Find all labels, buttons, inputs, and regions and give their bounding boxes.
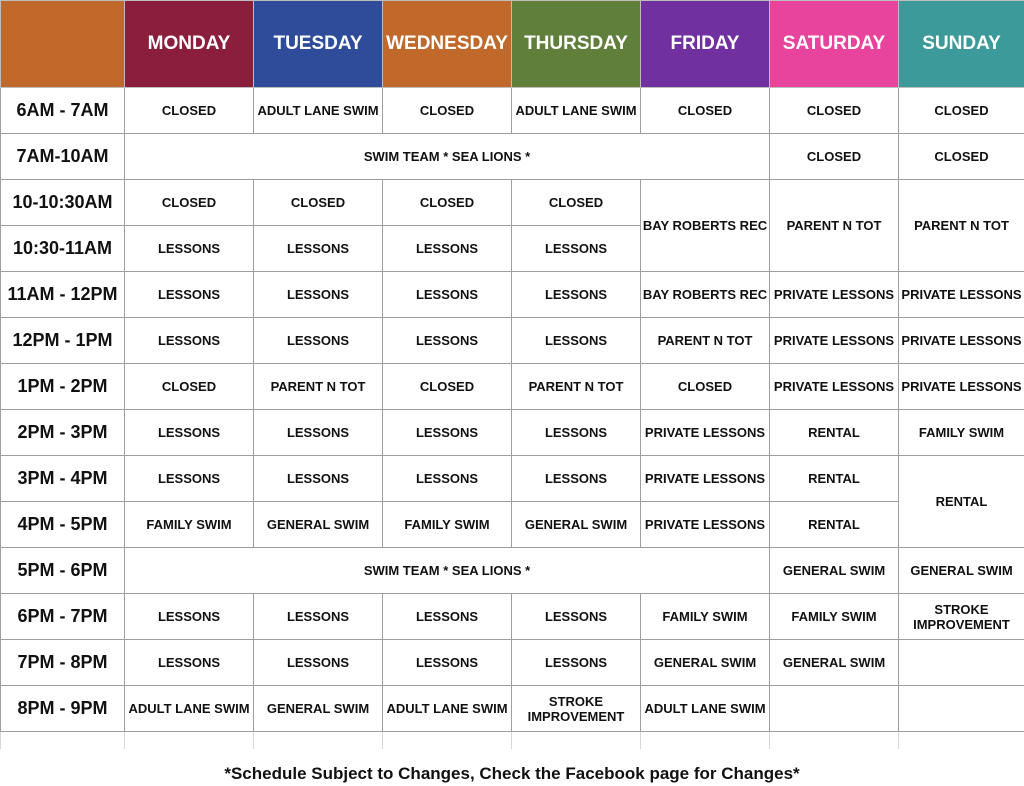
schedule-cell: PRIVATE LESSONS bbox=[770, 272, 899, 318]
schedule-cell: CLOSED bbox=[383, 88, 512, 134]
table-row bbox=[1, 456, 1024, 502]
schedule-cell: GENERAL SWIM bbox=[512, 502, 641, 548]
schedule-cell: GENERAL SWIM bbox=[254, 502, 383, 548]
table-row bbox=[1, 272, 1024, 318]
day-header-thursday: THURSDAY bbox=[512, 1, 641, 88]
schedule-cell: PARENT N TOT bbox=[899, 180, 1024, 272]
schedule-cell bbox=[512, 686, 641, 732]
schedule-cell: PARENT N TOT bbox=[641, 318, 770, 364]
schedule-cell: PRIVATE LESSONS bbox=[770, 364, 899, 410]
schedule-cell: LESSONS bbox=[383, 226, 512, 272]
schedule-cell: LESSONS bbox=[254, 594, 383, 640]
spacer-cell bbox=[383, 732, 512, 750]
spacer-row bbox=[1, 732, 1024, 750]
schedule-cell: LESSONS bbox=[512, 456, 641, 502]
schedule-cell: LESSONS bbox=[254, 318, 383, 364]
cell-line: STROKE bbox=[934, 601, 989, 617]
schedule-cell: PARENT N TOT bbox=[512, 364, 641, 410]
table-row bbox=[1, 640, 1024, 686]
schedule-cell: LESSONS bbox=[383, 456, 512, 502]
swim-team-cell: SWIM TEAM * SEA LIONS * bbox=[125, 548, 770, 594]
time-label: 3PM - 4PM bbox=[1, 456, 125, 502]
schedule-cell: CLOSED bbox=[383, 364, 512, 410]
schedule-cell: ADULT LANE SWIM bbox=[512, 88, 641, 134]
spacer-cell bbox=[770, 732, 899, 750]
schedule-cell: GENERAL SWIM bbox=[641, 640, 770, 686]
schedule-cell: LESSONS bbox=[125, 410, 254, 456]
spacer-cell bbox=[1, 732, 125, 750]
schedule-cell: PRIVATE LESSONS bbox=[899, 364, 1024, 410]
schedule-cell: LESSONS bbox=[254, 226, 383, 272]
time-label: 4PM - 5PM bbox=[1, 502, 125, 548]
schedule-cell: LESSONS bbox=[383, 594, 512, 640]
time-label: 12PM - 1PM bbox=[1, 318, 125, 364]
schedule-cell: PRIVATE LESSONS bbox=[770, 318, 899, 364]
table-row bbox=[1, 364, 1024, 410]
schedule-cell: CLOSED bbox=[125, 180, 254, 226]
schedule-cell: GENERAL SWIM bbox=[899, 548, 1024, 594]
schedule-cell: PRIVATE LESSONS bbox=[641, 456, 770, 502]
schedule-cell: LESSONS bbox=[125, 272, 254, 318]
schedule-cell: FAMILY SWIM bbox=[383, 502, 512, 548]
schedule-cell: FAMILY SWIM bbox=[770, 594, 899, 640]
corner-cell bbox=[1, 1, 125, 88]
schedule-cell: LESSONS bbox=[125, 318, 254, 364]
schedule-cell: FAMILY SWIM bbox=[899, 410, 1024, 456]
schedule-cell bbox=[770, 686, 899, 732]
schedule-cell: CLOSED bbox=[770, 88, 899, 134]
table-row bbox=[1, 180, 1024, 226]
table-row bbox=[1, 502, 1024, 548]
table-row bbox=[1, 318, 1024, 364]
schedule-cell: BAY ROBERTS REC bbox=[641, 180, 770, 272]
time-label: 7AM-10AM bbox=[1, 134, 125, 180]
spacer-cell bbox=[899, 732, 1024, 750]
schedule-cell: CLOSED bbox=[254, 180, 383, 226]
schedule-cell: ADULT LANE SWIM bbox=[125, 686, 254, 732]
schedule-cell: LESSONS bbox=[512, 318, 641, 364]
schedule-cell: RENTAL bbox=[770, 502, 899, 548]
day-header-friday: FRIDAY bbox=[641, 1, 770, 88]
schedule-cell: CLOSED bbox=[512, 180, 641, 226]
table-row bbox=[1, 686, 1024, 732]
time-label: 2PM - 3PM bbox=[1, 410, 125, 456]
schedule-cell: GENERAL SWIM bbox=[770, 640, 899, 686]
time-label: 1PM - 2PM bbox=[1, 364, 125, 410]
schedule-cell: LESSONS bbox=[254, 410, 383, 456]
cell-line: STROKE bbox=[548, 693, 604, 709]
table-row bbox=[1, 88, 1024, 134]
time-label: 6AM - 7AM bbox=[1, 88, 125, 134]
day-header-saturday: SATURDAY bbox=[770, 1, 899, 88]
table-row bbox=[1, 410, 1024, 456]
schedule-cell: PARENT N TOT bbox=[254, 364, 383, 410]
schedule-cell: PARENT N TOT bbox=[770, 180, 899, 272]
schedule-cell bbox=[899, 686, 1024, 732]
time-label: 10-10:30AM bbox=[1, 180, 125, 226]
schedule-cell: CLOSED bbox=[125, 364, 254, 410]
schedule-cell: LESSONS bbox=[512, 272, 641, 318]
time-label: 11AM - 12PM bbox=[1, 272, 125, 318]
schedule-cell: LESSONS bbox=[383, 272, 512, 318]
spacer-cell bbox=[512, 732, 641, 750]
schedule-cell: RENTAL bbox=[770, 410, 899, 456]
schedule-cell: LESSONS bbox=[383, 640, 512, 686]
schedule-cell: CLOSED bbox=[383, 180, 512, 226]
schedule-cell: GENERAL SWIM bbox=[254, 686, 383, 732]
schedule-cell: ADULT LANE SWIM bbox=[641, 686, 770, 732]
schedule-cell: LESSONS bbox=[383, 410, 512, 456]
schedule-cell: GENERAL SWIM bbox=[770, 548, 899, 594]
day-header-sunday: SUNDAY bbox=[899, 1, 1024, 88]
time-label: 5PM - 6PM bbox=[1, 548, 125, 594]
schedule-cell bbox=[899, 640, 1024, 686]
schedule-cell: PRIVATE LESSONS bbox=[899, 318, 1024, 364]
header-row bbox=[1, 1, 1024, 88]
schedule-cell: BAY ROBERTS REC bbox=[641, 272, 770, 318]
schedule-cell: LESSONS bbox=[512, 226, 641, 272]
swim-team-cell: SWIM TEAM * SEA LIONS * bbox=[125, 134, 770, 180]
schedule-cell: RENTAL bbox=[899, 456, 1024, 548]
time-label: 6PM - 7PM bbox=[1, 594, 125, 640]
schedule-cell: CLOSED bbox=[641, 88, 770, 134]
table-row bbox=[1, 548, 1024, 594]
spacer-cell bbox=[125, 732, 254, 750]
time-label: 10:30-11AM bbox=[1, 226, 125, 272]
cell-line: IMPROVEMENT bbox=[527, 708, 625, 724]
schedule-cell: CLOSED bbox=[125, 88, 254, 134]
cell-line: IMPROVEMENT bbox=[913, 616, 1010, 632]
schedule-cell: CLOSED bbox=[770, 134, 899, 180]
schedule-cell: CLOSED bbox=[899, 88, 1024, 134]
schedule-cell: PRIVATE LESSONS bbox=[641, 410, 770, 456]
schedule-cell: ADULT LANE SWIM bbox=[383, 686, 512, 732]
schedule-cell: LESSONS bbox=[125, 456, 254, 502]
schedule-cell: LESSONS bbox=[254, 640, 383, 686]
schedule-cell: RENTAL bbox=[770, 456, 899, 502]
schedule-cell: LESSONS bbox=[254, 456, 383, 502]
schedule-cell: LESSONS bbox=[383, 318, 512, 364]
time-label: 8PM - 9PM bbox=[1, 686, 125, 732]
schedule-cell: LESSONS bbox=[512, 594, 641, 640]
schedule-cell: LESSONS bbox=[125, 226, 254, 272]
schedule-cell: CLOSED bbox=[899, 134, 1024, 180]
day-header-monday: MONDAY bbox=[125, 1, 254, 88]
time-label: 7PM - 8PM bbox=[1, 640, 125, 686]
schedule-cell: LESSONS bbox=[125, 640, 254, 686]
day-header-wednesday: WEDNESDAY bbox=[383, 1, 512, 88]
schedule-cell bbox=[899, 594, 1024, 640]
day-header-tuesday: TUESDAY bbox=[254, 1, 383, 88]
spacer-cell bbox=[641, 732, 770, 750]
schedule-cell: FAMILY SWIM bbox=[641, 594, 770, 640]
footer-note: *Schedule Subject to Changes, Check the Facebook page for Changes* bbox=[224, 764, 800, 783]
schedule-cell: FAMILY SWIM bbox=[125, 502, 254, 548]
schedule-cell: ADULT LANE SWIM bbox=[254, 88, 383, 134]
spacer-cell bbox=[254, 732, 383, 750]
schedule-cell: LESSONS bbox=[254, 272, 383, 318]
schedule-cell: LESSONS bbox=[512, 640, 641, 686]
schedule-cell: LESSONS bbox=[512, 410, 641, 456]
schedule-cell: PRIVATE LESSONS bbox=[899, 272, 1024, 318]
table-row bbox=[1, 594, 1024, 640]
schedule-cell: CLOSED bbox=[641, 364, 770, 410]
schedule-cell: LESSONS bbox=[125, 594, 254, 640]
table-row bbox=[1, 134, 1024, 180]
schedule-cell: PRIVATE LESSONS bbox=[641, 502, 770, 548]
